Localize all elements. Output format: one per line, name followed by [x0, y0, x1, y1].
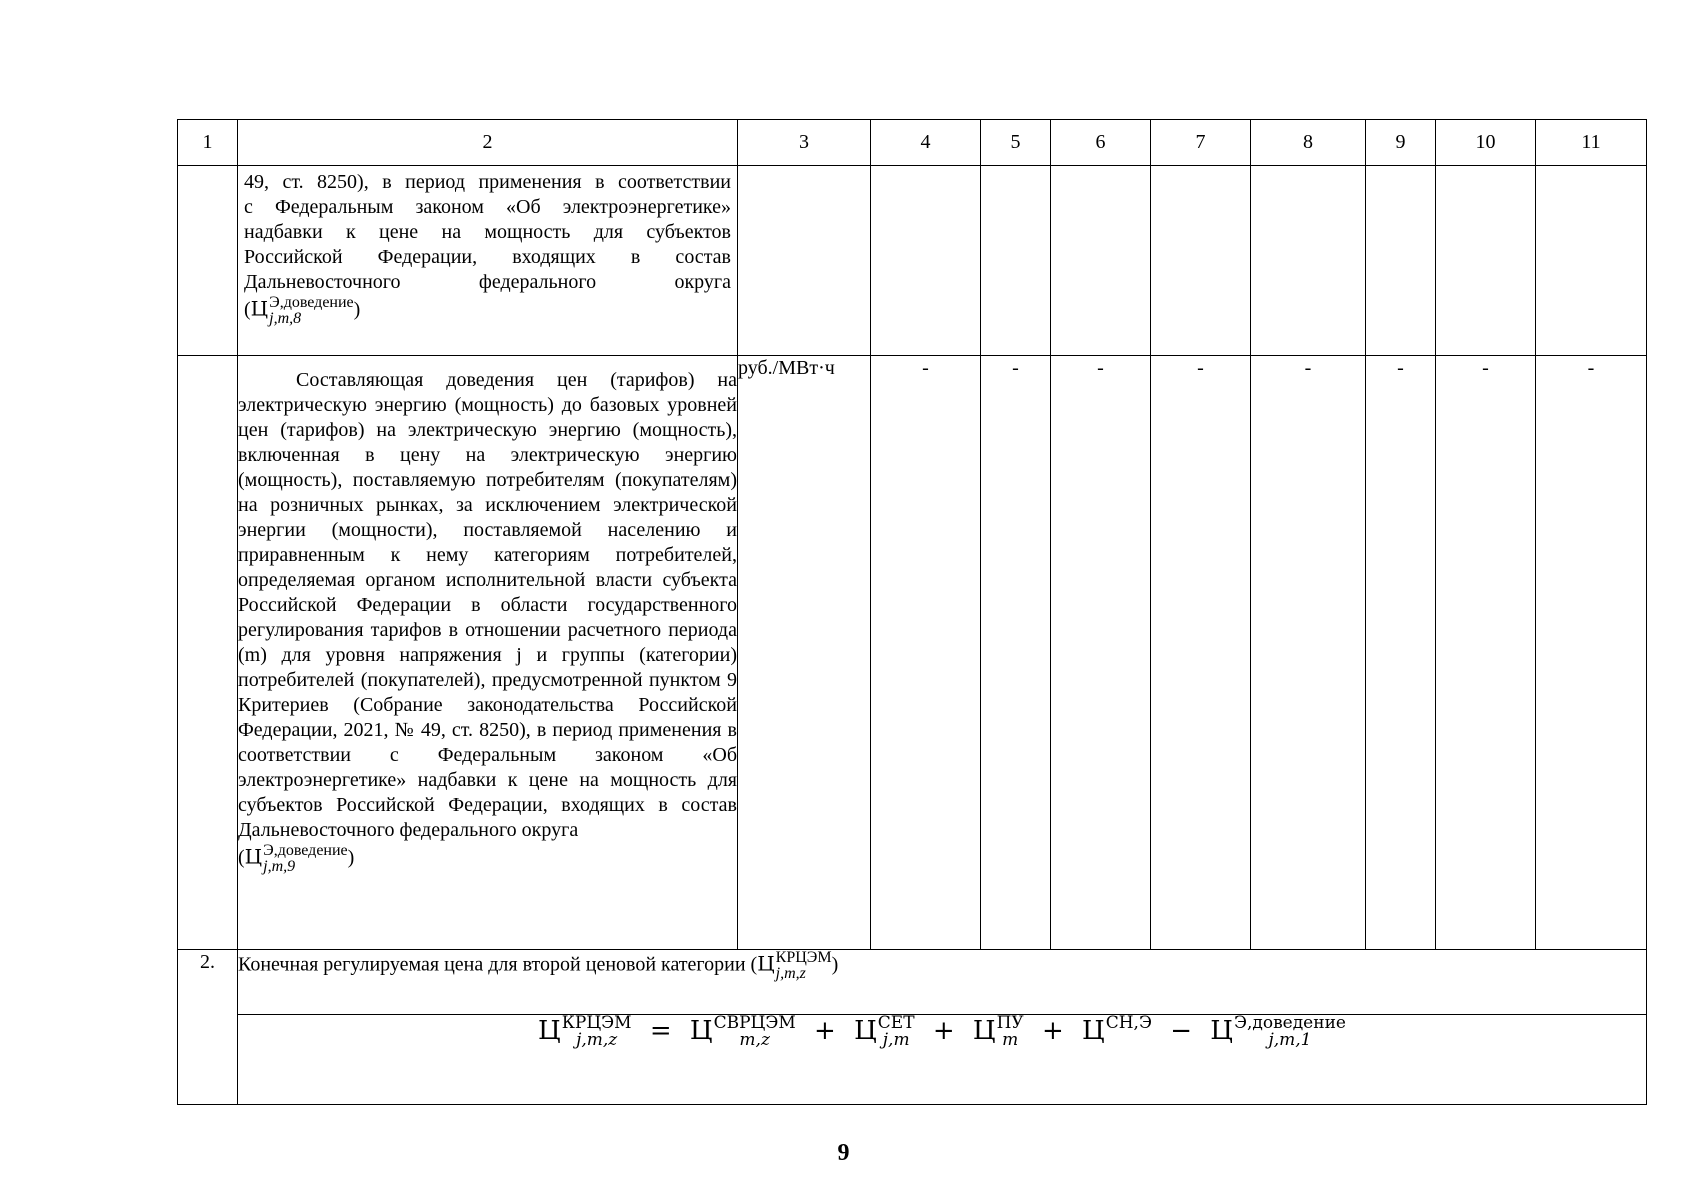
value-cell: - — [981, 356, 1051, 950]
text-line: с Федеральным законом «Об электроэнергетике» — [244, 196, 731, 218]
price-symbol: Ц — [244, 844, 263, 869]
table-row-formula — [178, 1015, 1647, 1105]
formula-operator: = — [649, 1016, 672, 1046]
formula-subscript: j,m — [882, 1030, 910, 1050]
header-col-6: 6 — [1051, 120, 1151, 166]
symbol-superscript: Э,доведение — [269, 294, 354, 311]
formula-symbol: Ц — [689, 1016, 713, 1046]
formula-superscript: СН,Э — [1105, 1013, 1152, 1033]
header-col-1: 1 — [178, 120, 238, 166]
formula-superscript: КРЦЭМ — [561, 1013, 632, 1033]
formula-symbol: Ц — [972, 1016, 996, 1046]
value-cell: - — [1051, 356, 1151, 950]
text-line: Российской Федерации, входящих в состав — [244, 246, 731, 268]
symbol-superscript: Э,доведение — [263, 842, 348, 859]
price-symbol: Ц — [250, 296, 269, 321]
symbol-line: (Ц Э,доведение j,m,8 ) — [244, 294, 361, 327]
formula-symbol: Ц — [538, 1016, 561, 1046]
value-cell: - — [1251, 356, 1366, 950]
tariff-table — [177, 119, 1647, 1105]
header-col-9: 9 — [1366, 120, 1436, 166]
value-cell: - — [1151, 356, 1251, 950]
formula-subscript: m,z — [739, 1030, 770, 1050]
formula-operator: + — [932, 1016, 955, 1046]
formula-symbol: Ц — [1082, 1016, 1105, 1046]
section-title: Конечная регулируемая цена для второй ценовой категории — [238, 953, 746, 976]
formula-superscript: СЕТ — [877, 1013, 915, 1033]
section-title-cell: Конечная регулируемая цена для второй ценовой категории (Ц КРЦЭМ j,m,z ) — [238, 950, 1647, 1015]
formula-symbol: Ц — [1210, 1016, 1233, 1046]
component-description-cell — [238, 356, 738, 950]
section-number: 2. — [178, 950, 238, 1105]
price-symbol: Ц — [757, 951, 775, 976]
formula-symbol: Ц — [854, 1016, 877, 1046]
header-col-7: 7 — [1151, 120, 1251, 166]
table-row-section-2 — [178, 950, 1647, 1015]
symbol-superscript: КРЦЭМ — [775, 949, 832, 966]
header-col-3: 3 — [738, 120, 871, 166]
header-row — [178, 120, 1647, 166]
text-line: 49, ст. 8250), в период применения в соответствии — [244, 171, 731, 193]
formula-superscript: СВРЦЭМ — [713, 1013, 796, 1033]
unit-cell: руб./МВт·ч — [738, 356, 871, 950]
symbol-subscript: j,m,8 — [269, 310, 302, 327]
header-col-11: 11 — [1536, 120, 1647, 166]
header-col-10: 10 — [1436, 120, 1536, 166]
header-col-2: 2 — [238, 120, 738, 166]
value-cell: - — [1366, 356, 1436, 950]
formula — [538, 1013, 1346, 1050]
formula-superscript: Э,доведение — [1233, 1013, 1346, 1033]
formula-subscript: j,m,z — [576, 1030, 618, 1050]
symbol-line: (Ц Э,доведение j,m,9 ) — [238, 842, 355, 875]
formula-cell — [238, 1015, 1647, 1105]
table-row-component — [178, 356, 1647, 950]
formula-operator: + — [814, 1016, 836, 1046]
symbol-subscript: j,m,9 — [263, 858, 296, 875]
formula-superscript: ПУ — [996, 1013, 1024, 1033]
formula-operator: − — [1170, 1016, 1193, 1046]
value-cell: - — [871, 356, 981, 950]
symbol-subscript: j,m,z — [775, 965, 806, 982]
text-line: Дальневосточного федерального округа — [244, 271, 731, 293]
component-description: Составляющая доведения цен (тарифов) на электрическую энергию (мощность) до базовых уровней цен (тарифов) на электрическую энергию (мощность), включенная в цену на электрическую энергию (мощность), поставляемую потребителям (покупателям) на розничных рынках, за исключением электрической энергии (мощности), поставляемой населению и приравненным к нему категориям потребителей, определяемая органом исполнительной власти субъекта Российской Федерации в области государственного регулирования тарифов в отношении расчетного периода (m) для уровня напряжения j и группы (категории) потребителей (покупателей), предусмотренной пунктом 9 Критериев (Собрание законодательства Российской Федерации, 2021, № 49, ст. 8250), в период применения в соответствии с Федеральным законом «Об электроэнергетике» надбавки к цене на мощность для субъектов Российской Федерации, входящих в состав Дальневосточного федерального округа — [238, 369, 737, 841]
table-row-continuation — [178, 166, 1647, 356]
header-col-8: 8 — [1251, 120, 1366, 166]
header-col-5: 5 — [981, 120, 1051, 166]
formula-operator: + — [1041, 1016, 1064, 1046]
formula-subscript: m — [1002, 1030, 1019, 1050]
value-cell: - — [1536, 356, 1647, 950]
formula-subscript: j,m,1 — [1268, 1030, 1312, 1050]
page-number: 9 — [837, 1140, 850, 1166]
header-col-4: 4 — [871, 120, 981, 166]
continuation-text-cell — [238, 166, 738, 356]
value-cell: - — [1436, 356, 1536, 950]
text-line: надбавки к цене на мощность для субъектов — [244, 221, 731, 243]
